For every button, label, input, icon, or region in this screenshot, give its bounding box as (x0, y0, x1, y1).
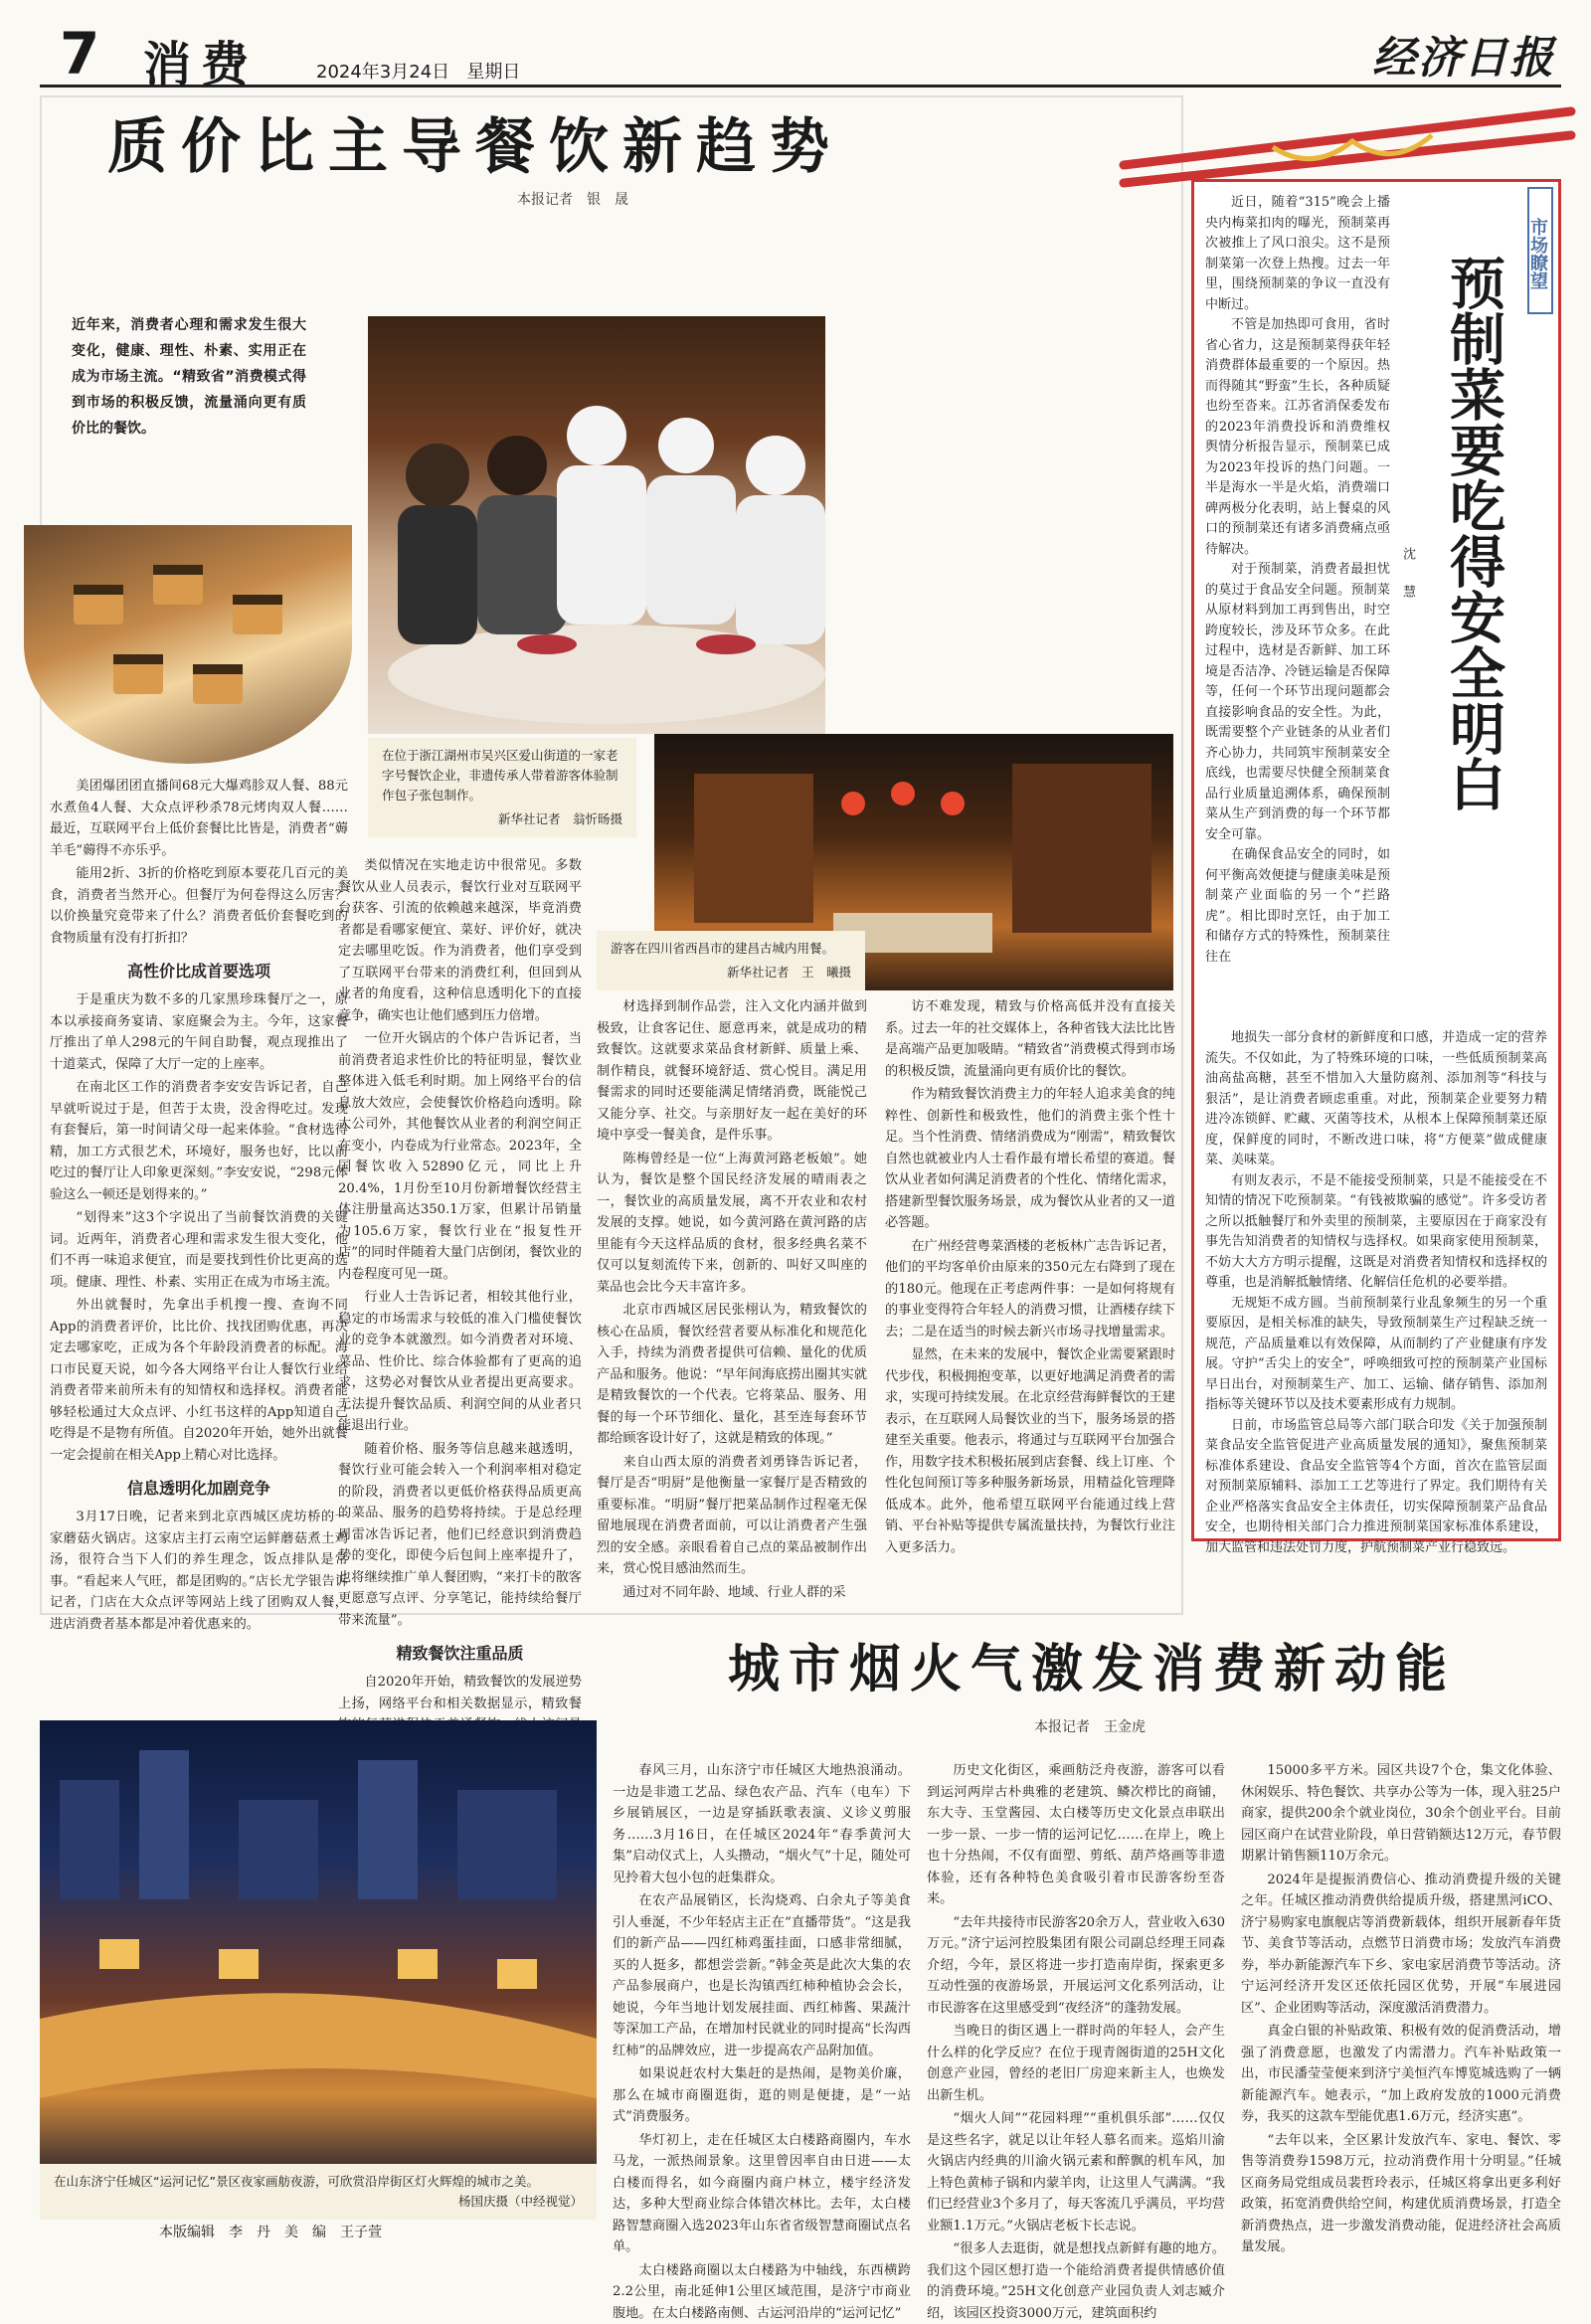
paragraph: 15000多平方米。园区共设7个仓，集文化体验、休闲娱乐、特色餐饮、共享办公等为一体，现入驻25户商家，提供200余个就业岗位，30余个创业平台。目前园区商户在试营业阶段，单日营销额达12万元，春节假期累计销售额110万余元。 (1241, 1760, 1561, 1868)
city-night-illustration (40, 1720, 597, 2188)
paragraph: “划得来”这3个字说出了当前餐饮消费的关键词。近两年，消费者心理和需求发生很大变化，他们不再一味追求便宜，而是要找到性价比更高的选项。健康、理性、朴素、实用正在成为市场主流。 (50, 1207, 348, 1293)
photo2-credit: 新华社记者 王 曦摄 (611, 963, 851, 983)
paragraph: 对于预制菜，消费者最担忧的莫过于食品安全问题。预制菜从原材料到加工再到售出，时空跨度较长，涉及环节众多。在此过程中，选材是否新鲜、加工环境是否洁净、冷链运输是否保障等，任何一个环节出现问题都会直接影响食品的安全性。为此，既需要整个产业链条的从业者们齐心协力，共同筑牢预制菜安全底线，也需要尽快健全预制菜食品行业质量追溯体系，确保预制菜从生产到消费的每一个环节都安全可靠。 (1205, 560, 1390, 845)
paragraph: 当晚日的街区遇上一群时尚的年轻人，会产生什么样的化学反应？在位于现青阁街道的25H文化创意产业园，曾经的老旧厂房迎来新主人，也焕发出新生机。 (927, 2021, 1225, 2106)
paragraph: “烟火人间”“花园料理”“重机俱乐部”……仅仅是这些名字，就足以让年轻人慕名而来。巡焰川渝火锅店内经典的川渝火锅元素和醉飘的机车风，加上特色黄柿子锅和内蒙羊肉，让这里人气满满。“我们已经营业3个多月了，每天客流几乎满员，平均营业额1.1万元。”火锅店老板卞长志说。 (927, 2108, 1225, 2236)
subhead-1: 高性价比成首要选项 (50, 959, 348, 982)
paragraph: 如果说赶农村大集赶的是热闹，是物美价廉，那么在城市商圈逛街，逛的则是便捷，是“一站式”消费服务。 (613, 2063, 911, 2128)
paragraph: 不管是加热即可食用，省时省心省力，这是预制菜得获年轻消费群体最重要的一个原因。热而得随其“野蛮”生长，各种质疑也纷至沓来。江苏省消保委发布的2023年消费投诉和消费维权舆情分析报告显示，预制菜已成为2023年投诉的热门问题。一半是海水一半是火焰，消费端口碑两极分化表明，站上餐桌的风口的预制菜还有诸多消费痛点亟待解决。 (1205, 315, 1390, 560)
food-photo-round (24, 525, 352, 764)
photo3-caption-text: 在山东济宁任城区“运河记忆”景区夜家画舫夜游，可欣赏沿岸街区灯火辉煌的城市之美。 (54, 2174, 539, 2189)
photo2-caption-text: 游客在四川省西昌市的建昌古城内用餐。 (611, 939, 851, 959)
paragraph: 在南北区工作的消费者李安安告诉记者，自己早就听说过于是，但苦于太贵，没舍得吃过。发现有套餐后，第一时间请父母一起来体验。“食材选得精，加工方式很艺术，环境好，服务也好，比以前吃过的餐厅让人印象更深刻。”李安安说，“298元体验这么一顿还是划得来的。” (50, 1077, 348, 1205)
paragraph: 于是重庆为数不多的几家黑珍珠餐厅之一，原本以承接商务宴请、家庭聚会为主。今年，这家餐厅推出了单人298元的午间自助餐，观点现推出了十道菜式，保障了大厅一定的上座率。 (50, 989, 348, 1075)
sidebar-headline: 预制菜要吃得安全明白 (1442, 255, 1511, 811)
paragraph: 2024年是提振消费信心、推动消费提升级的关键之年。任城区推动消费供给提质升级，搭建黑河iCO、济宁易购家电旗舰店等消费新载体，组织开展新春年货节、美食节等活动，点燃节日消费市场；发放汽车消费券，举办新能源汽车下乡、家电家居消费节等活动。济宁运河经济开发区还依托园区优势，开展“车展进园区”、企业团购等活动，深度激活消费潜力。 (1241, 1870, 1561, 2020)
paragraph: 作为精致餐饮消费主力的年轻人追求美食的纯粹性、创新性和极致性，他们的消费主张个性十足。当个性消费、情绪消费成为“刚需”，精致餐饮自然也就被业内人士看作最有增长希望的赛道。餐饮从业者如何满足消费者的个性化、情绪化需求，搭建新型餐饮服务场景，成为餐饮从业者的又一道必答题。 (885, 1084, 1175, 1234)
photo2-caption (597, 931, 865, 990)
paragraph: 一位开火锅店的个体户告诉记者，当前消费者追求性价比的特征明显，餐饮业整体进入低毛利时期。加上网络平台的信息放大效应，会使餐饮价格趋向透明。除大公司外，其他餐饮从业者的利润空间正在变小，内卷成为行业常态。2023年，全国餐饮收入52890亿元，同比上升20.4%，1月份至10月份新增餐饮经营主体注册量高达350.1万家，但累计吊销量为105.6万家，餐饮行业在“报复性开店”的同时伴随着大量门店倒闭，餐饮业的内卷程度可见一斑。 (338, 1028, 582, 1285)
paragraph: 春风三月，山东济宁市任城区大地热浪涌动。一边是非遗工艺品、绿色农产品、汽车（电车）下乡展销展区，一边是穿插跃歌表演、义诊义剪服务……3月16日，在任城区2024年“春季黄河大集”启动仪式上，人头攒动，“烟火气”十足，随处可见拎着大包小包的赶集群众。 (613, 1760, 911, 1888)
paragraph: 能用2折、3折的价格吃到原本要花几百元的美食，消费者当然开心。但餐厅为何卷得这么厉害？以价换量究竟带来了什么？消费者低价套餐吃到的食物质量有没有打折扣？ (50, 863, 348, 949)
paragraph: 3月17日晚，记者来到北京西城区虎坊桥的一家蘑菇火锅店。这家店主打云南空运鲜蘑菇煮土鸡汤，很符合当下人们的养生理念，饭点排队是常事。“看起来人气旺，都是团购的。”店长尤学银告诉记者，门店在大众点评等网站上线了团购双人餐，进店消费者基本都是冲着优惠来的。 (50, 1507, 348, 1635)
photo1-caption (368, 738, 636, 837)
article2-col1 (613, 1760, 911, 2218)
photo3-caption (40, 2164, 597, 2220)
newspaper-logo: 经济日报 (1372, 22, 1555, 86)
paragraph: 在确保食品安全的同时，如何平衡高效便捷与健康美味是预制菜产业面临的另一个“拦路虎”。相比即时烹饪，由于加工和储存方式的特殊性，预制菜往往在 (1205, 845, 1390, 968)
paragraph: 太白楼路商圈以太白楼路为中轴线，东西横跨2.2公里，南北延伸1公里区域范围，是济宁市商业腹地。在太白楼路南侧、古运河沿岸的“运河记忆” (613, 2260, 911, 2324)
article2-col2 (927, 1760, 1225, 2218)
article1-col3 (597, 996, 867, 1605)
paragraph: 材选择到制作品尝，注入文化内涵并做到极致，让食客记住、愿意再来，就是成功的精致餐饮。这就要求菜品食材新鲜、质量上乘、制作精良，就餐环境舒适、赏心悦目。满足用餐需求的同时还要能满足情绪消费，既能悦己又能分享、社交。与亲朋好友一起在美好的环境中享受一餐美食，是件乐事。 (597, 996, 867, 1147)
page-footer: 本版编辑 李 丹 美 编 王子萱 (159, 2222, 382, 2241)
paragraph: 类似情况在实地走访中很常见。多数餐饮从业人员表示，餐饮行业对互联网平台获客、引流的依赖越来越深，毕竟消费者都是看哪家便宜、菜好、评价好，就决定去哪里吃饭。作为消费者，他们享受到了互联网平台带来的消费红利，但回到从业者的角度看，这种信息透明化下的直接竞争，确实也让他们感到压力倍增。 (338, 855, 582, 1026)
page-number: 7 (60, 20, 99, 88)
paragraph: 历史文化街区，乘画舫泛舟夜游，游客可以看到运河两岸古朴典雅的老建筑、鳞次栉比的商铺，东大寺、玉堂酱园、太白楼等历史文化景点串联出一步一景、一步一情的运河记忆……在岸上，晚上也十分热闹，不仅有面塑、剪纸、葫芦烙画等非遗体验，还有各种特色美食吸引着市民游客纷至沓来。 (927, 1760, 1225, 1910)
cooking-class-photo (368, 316, 825, 734)
paragraph: 华灯初上，走在任城区太白楼路商圈内，车水马龙，一派热闹景象。这里曾因率自由日进——太白楼而得名，如今商圈内商户林立，楼宇经济发达，多种大型商业综合体错次林比。去年，太白楼路智慧商圈入选2023年山东省省级智慧商圈试点名单。 (613, 2130, 911, 2258)
issue-date: 2024年3月24日 (316, 62, 449, 83)
people-illustration (368, 316, 825, 734)
paragraph: 日前，市场监管总局等六部门联合印发《关于加强预制菜食品安全监管促进产业高质量发展的通知》，聚焦预制菜标准体系建设、食品安全监管等4个方面，首次在监管层面对预制菜原辅料、添加工工艺等进行了界定。我们期待有关企业严格落实食品安全主体责任，切实保障预制菜产品食品安全，也期待相关部门合力推进预制菜国家标准体系建设，加大监管和违法处罚力度，护航预制菜产业行稳致远。 (1205, 1416, 1547, 1559)
sidebar-author: 沈 慧 (1398, 547, 1417, 604)
article1-col4 (885, 996, 1175, 1560)
paragraph: 通过对不同年龄、地域、行业人群的采 (597, 1582, 867, 1604)
paragraph: 有则友表示，不是不能接受预制菜，只是不能接受在不知情的情况下吃预制菜。“有钱被欺骗的感觉”。许多受访者之所以抵触餐厅和外卖里的预制菜，主要原因在于商家没有事先告知消费者的知情权与选择权。如果商家使用预制菜，不妨大大方方明示提醒，这既是对消费者知情权和选择权的尊重，也是消解抵触情绪、化解信任危机的必要举措。 (1205, 1171, 1547, 1294)
photo1-credit: 新华社记者 翁忻旸摄 (382, 809, 622, 829)
paragraph: “去年共接待市民游客20余万人，营业收入630万元。”济宁运河控股集团有限公司副总经理王同森介绍，今年，景区将进一步打造南岸街，探索更多互动性强的夜游场景，开展运河文化系列活动，让市民游客在这里感受到“夜经济”的蓬勃发展。 (927, 1912, 1225, 2020)
paragraph: “很多人去逛街，就是想找点新鲜有趣的地方。我们这个园区想打造一个能给消费者提供情感价值的消费环境。”25H文化创意产业园负责人刘志臧介绍，该园区投资3000万元，建筑面积约 (927, 2238, 1225, 2324)
paragraph: 随着价格、服务等信息越来越透明，餐饮行业可能会转入一个利润率相对稳定的阶段，消费者以更低价格获得品质更高的菜品、服务的趋势将持续。于是总经理周雷冰告诉记者，他们已经意识到消费趋势的变化，即使今后包间上座率提升了，也将继续推广单人餐团购，“来打卡的散客更愿意写点评、分享笔记，能持续给餐厅带来流量”。 (338, 1439, 582, 1632)
paragraph: 真金白银的补贴政策、积极有效的促消费活动，增强了消费意愿，也激发了内需潜力。汽车补贴政策一出，市民潘莹莹便来到济宁美恒汽车博览城选购了一辆新能源汽车。她表示，“加上政府发放的1000元消费券，我买的这款车型能优惠1.6万元，经济实惠”。 (1241, 2021, 1561, 2128)
section-title: 消费 (143, 26, 259, 94)
photo1-caption-text: 在位于浙江湖州市吴兴区爱山街道的一家老字号餐饮企业，非遗传承人带着游客体验制作包子张包制作。 (382, 746, 622, 805)
issue-weekday: 星期日 (466, 62, 520, 83)
article1-headline: 质价比主导餐饮新趋势 (107, 99, 843, 185)
subhead-2: 信息透明化加剧竞争 (50, 1476, 348, 1499)
paragraph: 陈梅曾经是一位“上海黄河路老板娘”。她认为，餐饮是整个国民经济发展的晴雨表之一，餐饮业的高质量发展，离不开农业和农村发展的支撑。她说，如今黄河路在黄河路的店里能有今天这样品质的食材，很多经典名菜不仅可以复刻流传下来，创新的、叫好又叫座的菜品也会比今天丰富许多。 (597, 1149, 867, 1299)
photo3-credit: 杨国庆摄（中经视觉） (458, 2192, 583, 2212)
paragraph: 行业人士告诉记者，相较其他行业，稳定的市场需求与较低的准入门槛使餐饮业的竞争本就激烈。如今消费者对环境、菜品、性价比、综合体验都有了更高的追求，这势必对餐饮从业者提出更高要求。无法提升餐饮品质、利润空间的从业者只能退出行业。 (338, 1287, 582, 1437)
article2-col3 (1241, 1760, 1561, 2218)
paragraph: 近日，随着“315”晚会上播央内梅菜扣肉的曝光，预制菜再次被推上了风口浪尖。这不是预制菜第一次登上热搜。过去一年里，围绕预制菜的争议一直没有中断过。 (1205, 193, 1390, 315)
paragraph: 显然，在未来的发展中，餐饮企业需要紧跟时代步伐，积极拥抱变革，以更好地满足消费者的需求，实现可持续发展。在北京经营海鲜餐饮的王建表示，在互联网人局餐饮业的当下，服务场景的搭建至关重要。他表示，将通过与互联网平台加强合作，用数字技术积极拓展到店套餐、线上订座、个性化包间预订等多种服务新场景，用精益化管理降低成本。此外，他希望互联网平台能通过线上营销、平台补贴等提供专属流量扶持，为餐饮行业注入更多活力。 (885, 1344, 1175, 1558)
sidebar-wide-text (1205, 1028, 1547, 1535)
article1-col1 (50, 776, 348, 1637)
article2-byline: 本报记者 王金虎 (1034, 1716, 1146, 1736)
article1-byline: 本报记者 银 晟 (517, 189, 628, 209)
masthead (40, 20, 1561, 88)
article1-intro: 近年来，消费者心理和需求发生很大变化，健康、理性、朴素、实用正在成为市场主流。“精致省”消费模式得到市场的积极反馈，流量涌向更有质价比的餐饮。 (50, 298, 328, 527)
paragraph: 北京市西城区居民张栩认为，精致餐饮的核心在品质，餐饮经营者要从标准化和规范化入手，持续为消费者提供可信赖、量化的优质产品和服务。他说：“早年间海底捞出圈其实就是精致餐饮的一个代表。它将菜品、服务、用餐的每一个环节细化、量化，甚至连每套环节都给顾客设计好了，这就是精致的体现。” (597, 1300, 867, 1450)
paragraph: 外出就餐时，先拿出手机搜一搜、查询不同App的消费者评价，比比价、找找团购优惠，再决定去哪家吃，正成为各个年龄段消费者的标配。海口市民夏天说，如今各大网络平台让人餐饮行业给消费者带来前所未有的知情权和选择权。消费者能够轻松通过大众点评、小红书这样的App知道自己吃得是不是物有所值。自2020年开始，她外出就餐一定会提前在相关App上精心对比选择。 (50, 1295, 348, 1466)
paragraph: 在广州经营粤菜酒楼的老板林广志告诉记者，他们的平均客单价由原来的350元左右降到了现在的180元。他现在正考虑两件事：一是如何将规有的事业变得符合年轻人的消费习惯，让酒楼存续下去；二是在适当的时候去新兴市场寻找增量需求。 (885, 1236, 1175, 1343)
paragraph: “去年以来，全区累计发放汽车、家电、餐饮、零售等消费券1598万元，拉动消费作用十分明显。”任城区商务局党组成员裴哲玲表示，任城区将拿出更多利好政策，拓宽消费供给空间，构建优质消费场景，打造全新消费热点，进一步激发消费动能，促进经济社会高质量发展。 (1241, 2130, 1561, 2258)
canal-night-photo (40, 1720, 597, 2188)
paragraph: 来自山西太原的消费者刘勇锋告诉记者，餐厅是否“明厨”是他衡量一家餐厅是否精致的重要标准。“明厨”餐厅把菜品制作过程毫无保留地展现在消费者面前，可以让消费者产生强烈的安全感。亲眼看着自己点的菜品被制作出来，赏心悦目感油然而生。 (597, 1452, 867, 1580)
sidebar-narrow-text (1205, 193, 1390, 1028)
paragraph: 地损失一部分食材的新鲜度和口感，并造成一定的营养流失。不仅如此，为了特殊环境的口味，一些低质预制菜高油高盐高糖，甚至不惜加入大量防腐剂、添加剂等“科技与狠活”，是让消费者顾虑重重。对此，预制菜企业要努力精进冷冻锁鲜、贮藏、灭菌等技术，从根本上保障预制菜还原度，保鲜度的同时，不断改进口味，将“方便菜”做成健康菜、美味菜。 (1205, 1028, 1547, 1171)
sidebar-tag: 市场瞭望 (1527, 187, 1553, 314)
paragraph: 自2020年开始，精致餐饮的发展逆势上扬，网络平台和相关数据显示，精致餐 (338, 1672, 582, 1757)
article1-col2 (338, 855, 582, 1826)
dateline (316, 58, 520, 84)
paragraph: 在农产品展销区，长沟烧鸡、白余丸子等美食引人垂涎，不少年轻店主正在“直播带货”。“这是我们的新产品——四红柿鸡蛋挂面，口感非常细腻，买的人挺多，都想尝尝新。”韩金英是此次大集的农产品参展商户，也是长沟镇西红柿种植协会会长，她说，今年当地计划发展挂面、西红柿酱、果蔬汁等深加工产品，在增加村民就业的同时提高“长沟西红柿”的品牌效应，进一步提高农产品附加值。 (613, 1890, 911, 2061)
subhead-3: 精致餐饮注重品质 (338, 1641, 582, 1664)
paragraph: 美团爆团团直播间68元大爆鸡胗双人餐、88元水煮鱼4人餐、大众点评秒杀78元烤肉双人餐……最近，互联网平台上低价套餐比比皆是，消费者“薅羊毛”薅得不亦乐乎。 (50, 776, 348, 861)
article2-headline: 城市烟火气激发消费新动能 (728, 1627, 1456, 1701)
dessert-illustration (24, 525, 352, 764)
paragraph: 访不难发现，精致与价格高低并没有直接关系。过去一年的社交媒体上，各种省钱大法比比皆是高端产品更加吸睛。“精致省”消费模式得到市场的积极反馈，流量涌向更有质价比的餐饮。 (885, 996, 1175, 1082)
paragraph: 无规矩不成方圆。当前预制菜行业乱象频生的另一个重要原因，是相关标准的缺失，导致预制菜生产过程缺乏统一规范，产品质量难以有效保障，从而制约了产业健康有序发展。守护“舌尖上的安全”，呼唤细致可控的预制菜产业国标早日出台，对预制菜生产、加工、运输、储存销售、添加剂指标等关键环节以及技术要素形成有力规制。 (1205, 1294, 1547, 1416)
